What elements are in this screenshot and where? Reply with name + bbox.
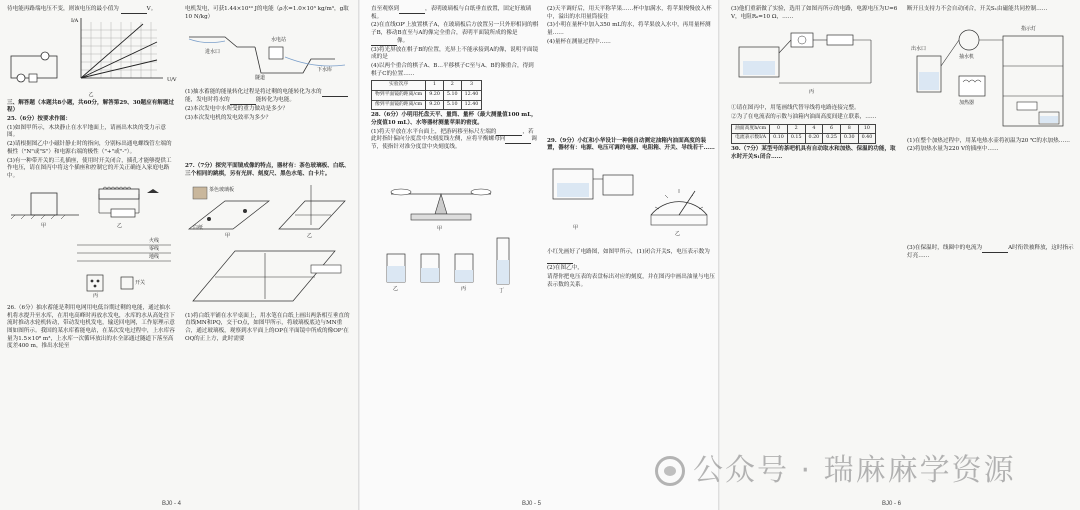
q29-part3: 请帮你把电压表的表盘标出对应的刻度，并在图丙中画出油量与电压表示数的关系。 [547, 274, 715, 288]
section-heading: 三、解答题（本题共8小题，共60分，解答第29、30题应有解题过程） [7, 99, 175, 114]
fig-label-b: 乙 [393, 285, 399, 292]
page1-col1 [4, 6, 178, 498]
label-lower-reservoir: 下水库 [317, 67, 333, 74]
q30-cont: 断开且支持力不会自动闭合，开关S₁由磁能共同控制…… [907, 6, 1048, 12]
page2-col1 [368, 6, 542, 498]
page1-col2 [182, 6, 356, 498]
answer-space [547, 48, 715, 138]
fig-label-b: 乙 [675, 231, 681, 238]
q26-body: 26.（6分）抽水蓄能是利用电网用电低谷期过剩的电能，通过抽水机将水提升至水库，在用电高峰时再放水发电，水库的水从高处往下流时推动水轮机转动，带动发电机发电，输送回电网，工作原理示意图如图所示。我国的某水库蓄能电站，在某次发电过程中，上水库容量为1.5×10⁸ m³，上水库一次循环放出的水全部通过隧道下落至高度差400 m，推出水轮至 [7, 304, 175, 350]
q27-cont: 直至观察到 ，表明玻璃板与白纸垂直放置，固定好玻璃板。 [371, 6, 532, 20]
label-pump: 抽水机 [959, 53, 975, 60]
fig-label-c: 丙 [461, 285, 467, 292]
q28-part3: (3)小明在量杯中加入350 mL的水，将苹果放入水中，再用量杯测量…… [547, 22, 711, 37]
q29-part2: (2)在图乙中， [547, 265, 583, 272]
q30-part3: (3)在保温时，线圈中的电流为 A时衔铁被释放，这时指示灯亮…… [907, 245, 1074, 259]
wechat-icon [655, 456, 685, 486]
wire-neutral-label: 零线 [149, 245, 160, 252]
q26-part2: (2)本次发电中水所受的重力做功是多少？ [185, 105, 289, 112]
q30-title: 30.（7分）某型号的茶吧机具有自动取水和加热、保温的功能，取水时开关S₁闭合…… [731, 146, 896, 160]
label-inlet: 进水口 [205, 49, 221, 56]
label-tunnel: 隧道 [255, 75, 266, 82]
page3-col2 [904, 6, 1078, 498]
q29-table: 油面高度h/cm 0 2 4 6 8 10 电流表示数I/A 0.10 0.15 0.20 0.25 0.30 0.40 [731, 124, 876, 144]
q27-part1: (1)将白纸平铺在水平桌面上，用水笔在白纸上画出两条相互垂直的直线MN和PQ，交于O点，如图甲所示，将玻璃板底边与MN重合，通过玻璃板，观察到水平面上的OP在平面镜中所成的像OP'在OQ的正上方，此时需要 [185, 312, 350, 342]
label-outlet: 出水口 [911, 45, 927, 52]
figure-graph [7, 16, 175, 90]
page2-col2 [544, 6, 718, 498]
label-indicator: 指示灯 [1021, 25, 1037, 32]
fig-label-a: 甲 [437, 225, 443, 232]
fig-label-a: 甲 [225, 232, 231, 239]
label-heater: 加热器 [959, 99, 975, 106]
fig-label-b: 乙 [117, 222, 123, 229]
q25-title: 25.（6分）按要求作图： [7, 116, 71, 123]
q27-part3: (3)将光屏放在棋子B的位置，光屏上不能承接到A的像，说明平面镜成的是 [371, 46, 539, 61]
figure-q25 [7, 183, 175, 303]
wire-live-label: 火线 [149, 237, 160, 244]
figure-q29-c [731, 23, 899, 103]
svg-text:U/V: U/V [167, 76, 177, 83]
figure-q28 [371, 154, 539, 322]
q29-part1: 小红先画好了电路图，如图甲所示，(1)闭合开关S，电压表示数为 [547, 249, 715, 264]
answer-space [907, 155, 1075, 245]
page-bj0-5 [360, 0, 720, 510]
q28-part2: (2)天平调好后，用天平称苹果……杯中加满水，将苹果慢慢放入杯中，溢出的水用量筒接住 [547, 6, 712, 20]
switch-label: 开关 [135, 279, 146, 286]
q26-cont: 电机发电，可获1.44×10¹⁰ J的电能（ρ水=1.0×10³ kg/m³，g取10 N/kg） [185, 6, 349, 20]
q26-part1: (1)抽水蓄能的能量转化过程是将过剩的电能转化为水的能，发电时将水的 能转化为电能。 [185, 89, 353, 104]
fig-label-b: 乙 [307, 232, 313, 239]
q24-tail: 待电能再路端电压不变，则该电压的最小值为 V。 [7, 6, 157, 12]
answer-space [185, 123, 353, 163]
watermark-text: 公众号 · 瑞麻麻学资源 [693, 453, 1016, 489]
q30-part1: (1)在整个加热过程中，用某电热水壶将初温为20 ℃的水加热…… [907, 137, 1070, 144]
q26-part3: (3)本次发电机的发电效率为多少？ [185, 114, 272, 121]
q28-title: 28.（6分）小明用托盘天平、量筒、量杯（最大测量值100 mL，分度值10 mL）、水等器材测量苹果的密度。 [371, 112, 537, 127]
q29-part3: (3)他们重新做了实验，选用了如图丙所示的电路，电源电压为U=6 V，电阻R₀=10 Ω，…… [731, 6, 898, 20]
figure-q30 [907, 16, 1075, 136]
watermark [655, 448, 1065, 494]
fig-label-c: 丙 [809, 89, 815, 96]
q28-part1: (1)将天平放在水平台面上，把游码移至标尺左端的 ，若此时指针偏向分度盘中央刻度线左侧，应将平衡螺母向 调节，使指针对准分度盘中央刻度线。 [371, 128, 537, 151]
figure-q26 [185, 23, 353, 87]
label-station: 水电站 [271, 37, 287, 44]
figure-q29 [547, 155, 715, 247]
q29-title: 29.（9分）小红和小华设计一种能自动测定油箱内油面高度的装置，器材有：电源、电压可调的电源、电阻箱、开关、导线若干…… [547, 137, 715, 152]
wire-ground-label: 地线 [149, 253, 160, 260]
page3-col1 [728, 6, 902, 498]
q29-sub2: ②为了在电流表的示数与油箱内油面高度间建立联系，…… [731, 114, 877, 121]
label-glass: 茶色玻璃板 [209, 186, 235, 193]
q25-part1: (1)如图甲所示，木块静止在水平地面上，请画出木块的受力示意图。 [7, 124, 166, 139]
page-footer: BJ0 - 5 [522, 500, 542, 507]
fig-label-d: 丁 [499, 287, 505, 294]
figure-q27 [185, 181, 353, 311]
q29-sub1: ①请在图丙中，用笔画线代替导线将电路连接完整。 [731, 105, 860, 112]
q25-part3: (3)有一种带开关的三孔插座，使用时开关闭合，插孔才能够提供工作电压，请在图丙中将这个插座和控制它的开关正确连入家庭电路中。 [7, 157, 172, 180]
fig-label-a: 甲 [573, 225, 579, 232]
q27-table: 实验次序 1 2 3 物到平面镜的距离/cm 9.20 5.10 12.40 像到平面镜的距离/cm 9.20 5.10 12.40 [371, 80, 482, 110]
q25-part2: (2)请根据图乙中小磁针静止时的指向，分别标出通电螺线管左端的极性（"N"或"S"）和电源右端的极性（"+"或"-"）。 [7, 141, 172, 155]
label-white-paper: 白纸 [193, 224, 204, 231]
fig-label-c: 丙 [93, 292, 99, 299]
page-bj0-4 [0, 0, 360, 510]
q27-title: 27.（7分）探究平面镜成像的特点，器材有：茶色玻璃板、白纸、三个相同的跳棋，另有光屏、刻度尺、黑色水笔、白卡片。 [185, 163, 350, 178]
page-footer: BJ0 - 6 [882, 500, 902, 507]
svg-text:I/A: I/A [71, 17, 79, 24]
fig-label-a: 甲 [41, 222, 47, 229]
figure-caption: 乙 [88, 91, 94, 98]
q27-part2: (2)在直线OP'上放置棋子A，在玻璃板后方放置另一只外形相同的棋子B，移动B直至与A的像完全重合，表明平面镜所成的像是像。 [371, 22, 539, 44]
q28-part4: (4)量杯在测量过程中…… [547, 38, 611, 45]
page-footer: BJ0 - 4 [162, 500, 182, 507]
q30-part2: (2)将加热水量为220 V的插座中…… [907, 146, 999, 153]
q27-part4: (4)以两个重合的棋子A、B…平移棋子C至与A、B的像重合，得到棋子C的位置…… [371, 63, 534, 77]
page-bj0-6 [720, 0, 1080, 510]
